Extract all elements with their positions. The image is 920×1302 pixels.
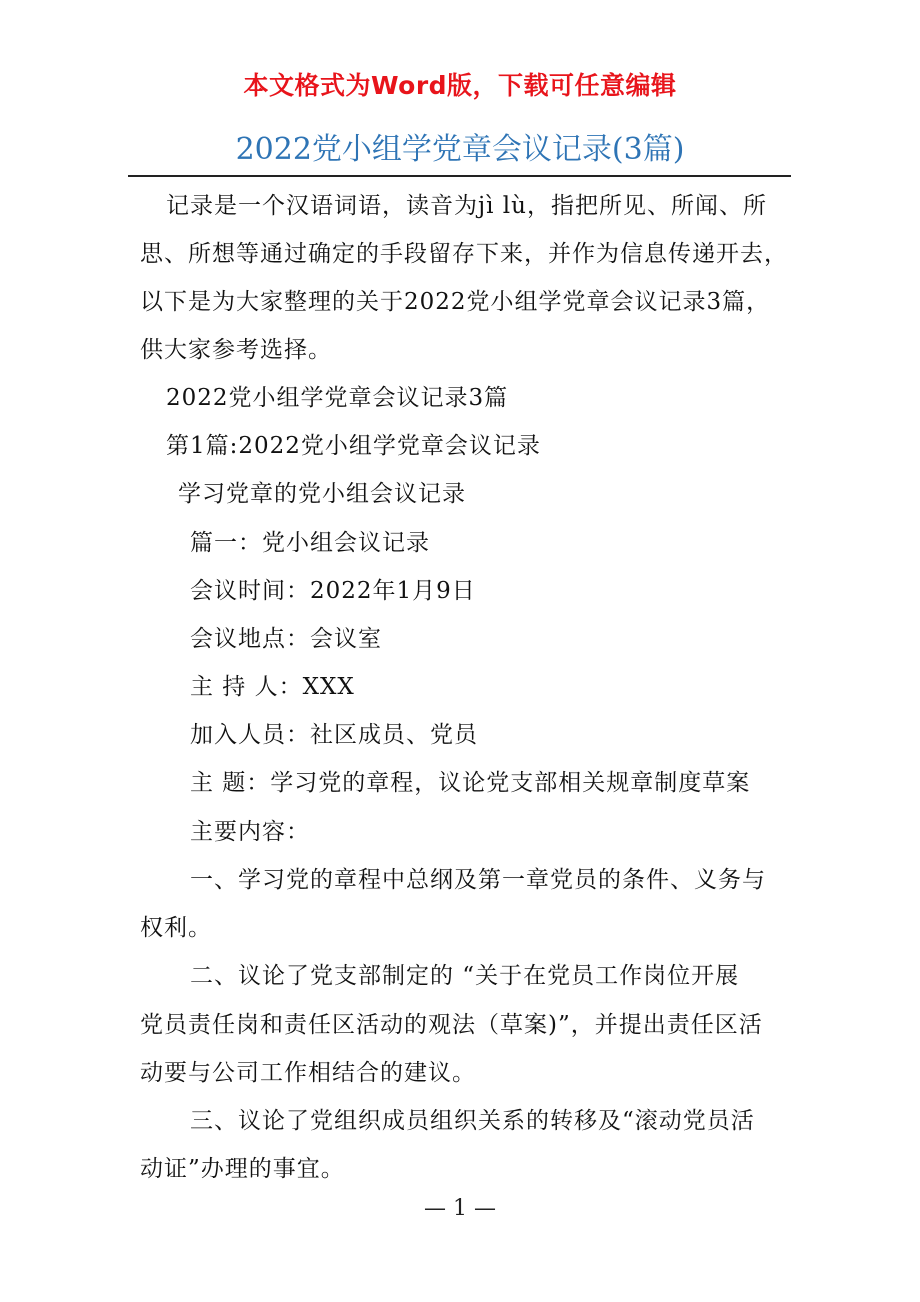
meeting-attendees: 加入人员：社区成员、党员 bbox=[190, 722, 478, 748]
meeting-time: 会议时间：2022年1月9日 bbox=[190, 578, 476, 604]
item-2-line-2: 党员责任岗和责任区活动的观法（草案)”，并提出责任区活 bbox=[140, 1012, 763, 1038]
meeting-host: 主 持 人：XXX bbox=[190, 674, 355, 700]
item-2-line-1: 二、议论了党支部制定的 “关于在党员工作岗位开展 bbox=[190, 963, 740, 989]
intro-line-2: 思、所想等通过确定的手段留存下来，并作为信息传递开去， bbox=[140, 241, 788, 267]
item-2-line-3: 动要与公司工作相结合的建议。 bbox=[140, 1060, 476, 1086]
page-number: — 1 — bbox=[424, 1196, 496, 1221]
document-title: 2022党小组学党章会议记录(3篇) bbox=[235, 132, 685, 167]
item-3-line-2: 动证”办理的事宜。 bbox=[140, 1156, 345, 1182]
intro-line-4: 供大家参考选择。 bbox=[140, 337, 332, 363]
item-3-line-1: 三、议论了党组织成员组织关系的转移及“滚动党员活 bbox=[190, 1108, 755, 1134]
part1-heading: 第1篇:2022党小组学党章会议记录 bbox=[166, 433, 541, 459]
meeting-topic: 主 题：学习党的章程，议论党支部相关规章制度草案 bbox=[190, 770, 751, 796]
subtitle: 学习党章的党小组会议记录 bbox=[178, 481, 466, 507]
item-1-line-1: 一、学习党的章程中总纲及第一章党员的条件、义务与 bbox=[190, 867, 766, 893]
intro-line-1: 记录是一个汉语词语，读音为jì lù，指把所见、所闻、所 bbox=[166, 193, 767, 219]
section-title: 篇一：党小组会议记录 bbox=[190, 530, 430, 556]
format-banner: 本文格式为Word版，下载可任意编辑 bbox=[243, 71, 677, 100]
meeting-place: 会议地点：会议室 bbox=[190, 626, 382, 652]
content-label: 主要内容： bbox=[190, 819, 310, 845]
item-1-line-2: 权利。 bbox=[140, 915, 212, 941]
heading-list: 2022党小组学党章会议记录3篇 bbox=[166, 385, 509, 411]
intro-line-3: 以下是为大家整理的关于2022党小组学党章会议记录3篇， bbox=[140, 289, 771, 315]
title-divider bbox=[128, 175, 791, 177]
